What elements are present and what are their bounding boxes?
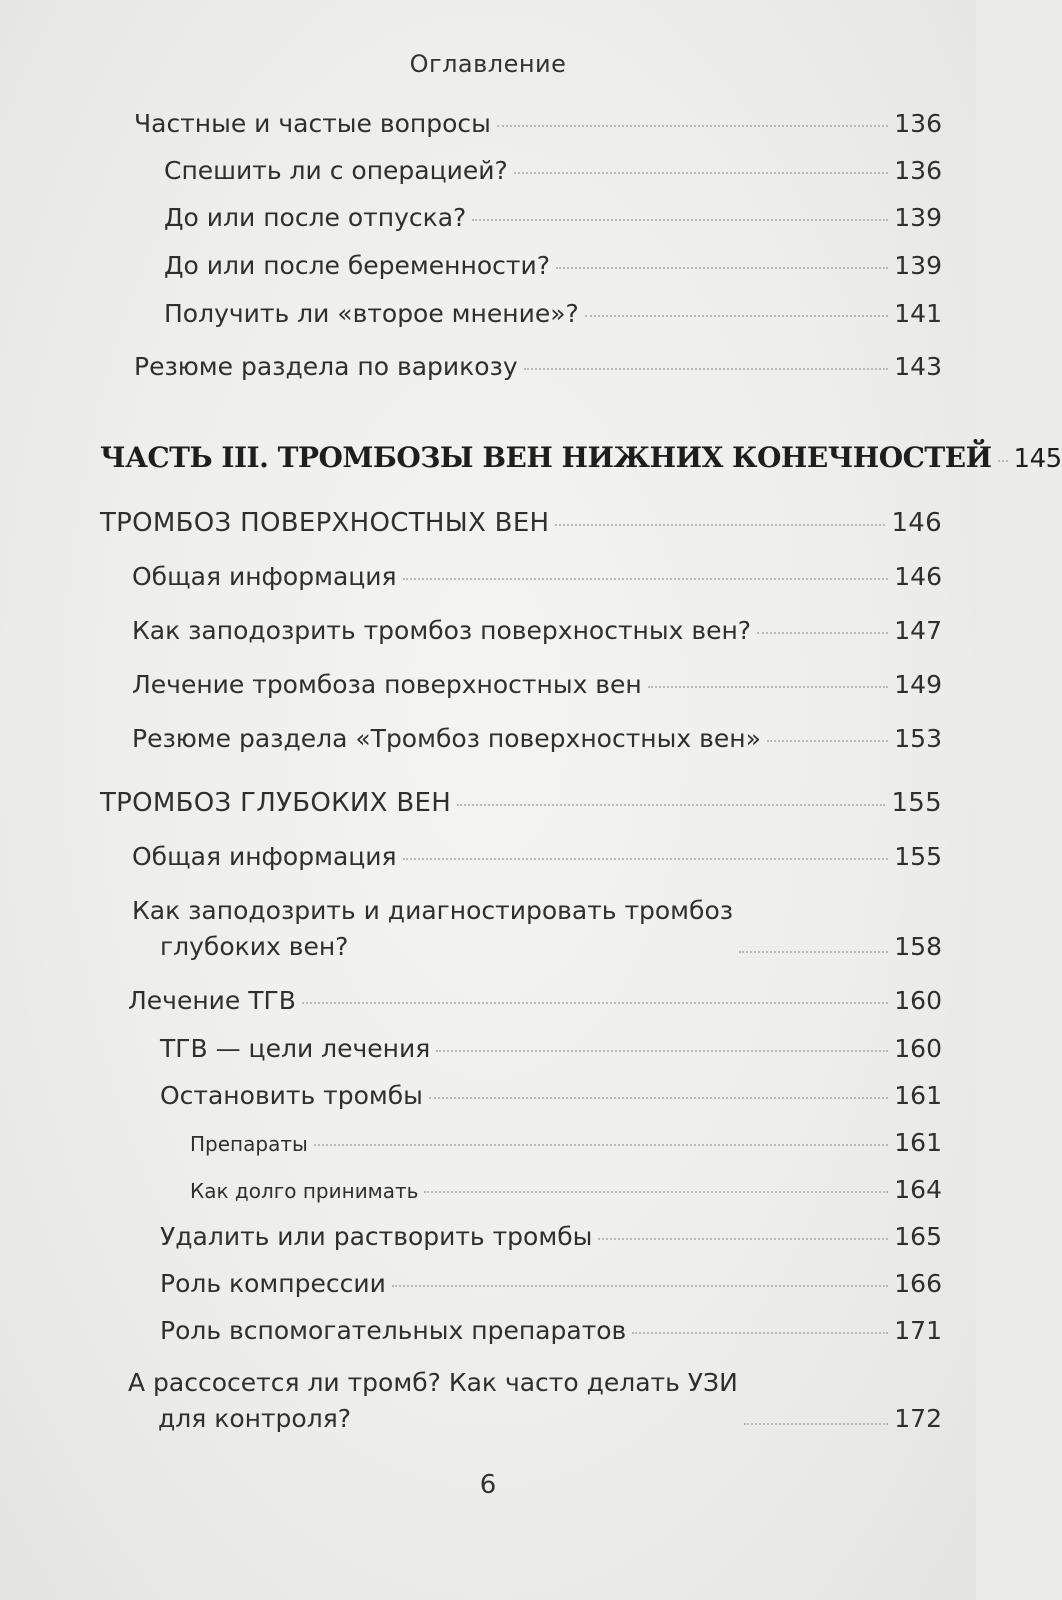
toc-entry [160,1316,942,1346]
toc-entry-title [128,1368,738,1434]
toc-entry-page: 166 [894,1269,942,1298]
toc-entry [134,109,942,139]
toc-entry-page: 160 [894,1034,942,1063]
toc-entry-page: 136 [894,109,942,138]
toc-entry-page: 139 [894,203,942,232]
dot-leader [556,267,888,269]
toc-entry-title: Препараты [190,1132,308,1156]
toc-part-heading [100,441,1062,476]
toc-entry-page: 136 [894,156,942,185]
toc-entry-title: Лечение тромбоза поверхностных вен [132,670,642,699]
toc-entry [132,562,942,592]
toc-entry-page: 171 [894,1316,942,1345]
toc-entry [132,842,942,872]
dot-leader [555,524,885,526]
toc-entry-title-line1: Как заподозрить и диагностировать тромбоз [132,896,734,925]
dot-leader [403,578,889,580]
toc-entry [160,1222,942,1252]
toc-entry-page: 160 [894,986,942,1015]
toc-entry-page: 161 [894,1128,942,1157]
dot-leader [472,219,888,221]
toc-entry [132,724,942,754]
toc-entry [128,986,942,1016]
toc-entry [132,670,942,700]
dot-leader [739,951,888,953]
toc-entry-page: 146 [894,562,942,591]
toc-entry [160,1034,942,1064]
dot-leader [392,1285,888,1287]
toc-entry [190,1128,942,1159]
toc-entry [132,616,942,646]
toc-entry-title-line1: А рассосется ли тромб? Как часто делать УЗИ [128,1368,738,1397]
dot-leader [998,460,1008,462]
toc-entry-title-line2: глубоких вен? [160,932,349,961]
dot-leader [403,858,889,860]
dot-leader [429,1097,888,1099]
toc-entry-title: Лечение ТГВ [128,986,296,1015]
toc-entry-title: Частные и частые вопросы [134,109,491,138]
toc-entry [164,203,942,233]
toc-entry-title: Как заподозрить тромбоз поверхностных вен? [132,616,752,645]
toc-entry-page: 149 [894,670,942,699]
toc-entry-title: Удалить или растворить тромбы [160,1222,593,1251]
toc-entry-page: 146 [891,508,942,538]
dot-leader [524,368,889,370]
toc-entry-page: 172 [894,1404,942,1433]
dot-leader [598,1238,888,1240]
toc-entry-title: Роль компрессии [160,1269,386,1298]
toc-entry [190,1175,942,1206]
dot-leader [757,632,888,634]
toc-entry-page: 153 [894,724,942,753]
toc-entry-page: 145 [1013,444,1062,474]
toc-entry-title: Получить ли «второе мнение»? [164,299,579,328]
toc-entry-title: Как долго принимать [190,1179,419,1203]
toc-entry-page: 164 [894,1175,942,1204]
toc-entry-page: 158 [894,932,942,961]
dot-leader [314,1144,889,1146]
toc-entry-page: 141 [894,299,942,328]
toc-entry-title: Общая информация [132,562,397,591]
toc-entry-page: 155 [891,788,942,818]
toc-entry-title-line2: для контроля? [158,1404,352,1433]
dot-leader [767,740,888,742]
toc-entry-title [132,896,733,962]
dot-leader [744,1423,889,1425]
toc-entry-page: 165 [894,1222,942,1251]
dot-leader [632,1332,888,1334]
toc-entry-title: До или после отпуска? [164,203,467,232]
toc-entry-title: Общая информация [132,842,397,871]
toc-entry [164,156,942,186]
toc-entry-title: Спешить ли с операцией? [164,156,508,185]
toc-entry-title: ТРОМБОЗ ГЛУБОКИХ ВЕН [100,788,452,818]
dot-leader [436,1050,888,1052]
toc-entry-title: До или после беременности? [164,251,550,280]
toc-entry [134,352,942,382]
toc-entry-page: 155 [894,842,942,871]
toc-entry [164,299,942,329]
toc-entry [160,1081,942,1111]
toc-entry-page: 161 [894,1081,942,1110]
toc-entry-title: ЧАСТЬ III. ТРОМБОЗЫ ВЕН НИЖНИХ КОНЕЧНОСТЕЙ [100,441,992,474]
toc-entry-page: 143 [894,352,942,381]
toc-entry [160,1269,942,1299]
dot-leader [514,172,888,174]
dot-leader [648,686,889,688]
toc-entry [164,251,942,281]
toc-entry-title: ТГВ — цели лечения [160,1034,431,1063]
dot-leader [497,125,888,127]
toc-entry-multiline [132,896,942,962]
toc-entry-multiline [128,1368,942,1434]
running-header: Оглавление [409,50,567,78]
toc-entry-title: Резюме раздела «Тромбоз поверхностных вен» [132,724,761,753]
page-number: 6 [479,1470,497,1500]
toc-entry-title: Резюме раздела по варикозу [134,352,518,381]
toc-entry-title: Остановить тромбы [160,1081,423,1110]
dot-leader [585,315,888,317]
toc-entry-page: 147 [894,616,942,645]
toc-chapter [100,788,942,818]
toc-entry-page: 139 [894,251,942,280]
dot-leader [424,1191,888,1193]
toc-entry-title: Роль вспомогательных препаратов [160,1316,627,1345]
toc-chapter [100,508,942,538]
dot-leader [457,804,885,806]
toc-entry-title: ТРОМБОЗ ПОВЕРХНОСТНЫХ ВЕН [100,508,550,538]
dot-leader [302,1002,888,1004]
